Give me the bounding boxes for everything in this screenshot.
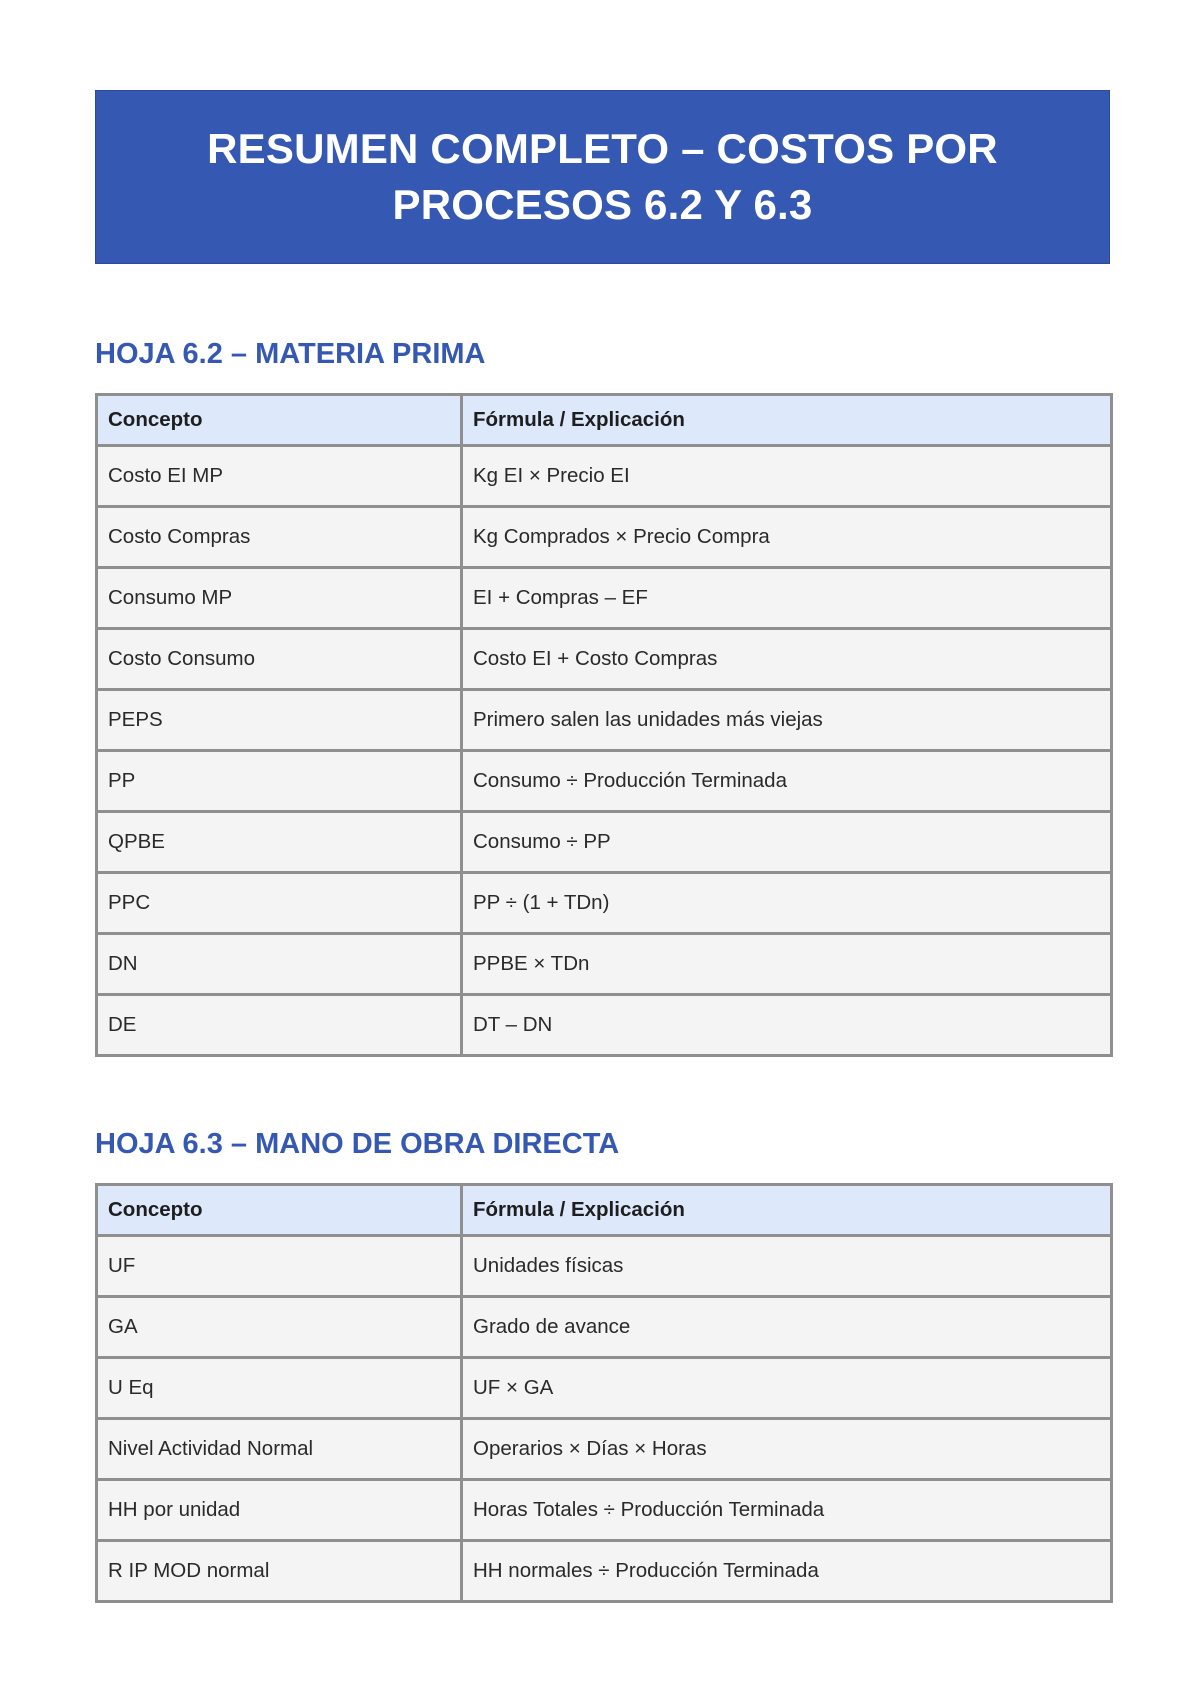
concept-cell: R IP MOD normal xyxy=(97,1541,462,1602)
concept-cell: Costo Compras xyxy=(97,507,462,568)
concept-cell: HH por unidad xyxy=(97,1480,462,1541)
concept-cell: QPBE xyxy=(97,812,462,873)
column-header-formula: Fórmula / Explicación xyxy=(462,1185,1112,1236)
formula-cell: HH normales ÷ Producción Terminada xyxy=(462,1541,1112,1602)
table-row xyxy=(97,1541,1112,1602)
concept-cell: Costo Consumo xyxy=(97,629,462,690)
table-row xyxy=(97,934,1112,995)
section-heading-mano-de-obra: HOJA 6.3 – MANO DE OBRA DIRECTA xyxy=(95,1128,620,1160)
document-title: RESUMEN COMPLETO – COSTOS POR PROCESOS 6.2 Y 6.3 xyxy=(207,125,998,228)
table-row xyxy=(97,629,1112,690)
table-row xyxy=(97,1236,1112,1297)
table-row xyxy=(97,1480,1112,1541)
concept-cell: GA xyxy=(97,1297,462,1358)
formula-cell: UF × GA xyxy=(462,1358,1112,1419)
concept-cell: Costo EI MP xyxy=(97,446,462,507)
table-row xyxy=(97,1419,1112,1480)
formula-cell: Kg EI × Precio EI xyxy=(462,446,1112,507)
concept-cell: UF xyxy=(97,1236,462,1297)
formula-cell: Grado de avance xyxy=(462,1297,1112,1358)
formula-cell: DT – DN xyxy=(462,995,1112,1056)
formula-cell: PP ÷ (1 + TDn) xyxy=(462,873,1112,934)
table-header-row xyxy=(97,1185,1112,1236)
concept-cell: Nivel Actividad Normal xyxy=(97,1419,462,1480)
table-row xyxy=(97,873,1112,934)
table-row xyxy=(97,690,1112,751)
formula-cell: Kg Comprados × Precio Compra xyxy=(462,507,1112,568)
materia-prima-table xyxy=(95,393,1113,1057)
concept-cell: PEPS xyxy=(97,690,462,751)
table-row xyxy=(97,568,1112,629)
formula-cell: EI + Compras – EF xyxy=(462,568,1112,629)
formula-cell: Horas Totales ÷ Producción Terminada xyxy=(462,1480,1112,1541)
formula-cell: Consumo ÷ PP xyxy=(462,812,1112,873)
concept-cell: Consumo MP xyxy=(97,568,462,629)
column-header-concepto: Concepto xyxy=(97,395,462,446)
table-row xyxy=(97,751,1112,812)
mano-de-obra-table xyxy=(95,1183,1113,1603)
table-row xyxy=(97,446,1112,507)
table-row xyxy=(97,995,1112,1056)
table-row xyxy=(97,812,1112,873)
concept-cell: PP xyxy=(97,751,462,812)
concept-cell: PPC xyxy=(97,873,462,934)
formula-cell: Consumo ÷ Producción Terminada xyxy=(462,751,1112,812)
table-row xyxy=(97,1358,1112,1419)
formula-cell: Operarios × Días × Horas xyxy=(462,1419,1112,1480)
column-header-concepto: Concepto xyxy=(97,1185,462,1236)
column-header-formula: Fórmula / Explicación xyxy=(462,395,1112,446)
concept-cell: DE xyxy=(97,995,462,1056)
title-banner xyxy=(95,90,1110,264)
formula-cell: Primero salen las unidades más viejas xyxy=(462,690,1112,751)
formula-cell: Costo EI + Costo Compras xyxy=(462,629,1112,690)
section-heading-materia-prima: HOJA 6.2 – MATERIA PRIMA xyxy=(95,338,486,370)
concept-cell: U Eq xyxy=(97,1358,462,1419)
table-row xyxy=(97,507,1112,568)
formula-cell: PPBE × TDn xyxy=(462,934,1112,995)
table-header-row xyxy=(97,395,1112,446)
formula-cell: Unidades físicas xyxy=(462,1236,1112,1297)
concept-cell: DN xyxy=(97,934,462,995)
table-row xyxy=(97,1297,1112,1358)
